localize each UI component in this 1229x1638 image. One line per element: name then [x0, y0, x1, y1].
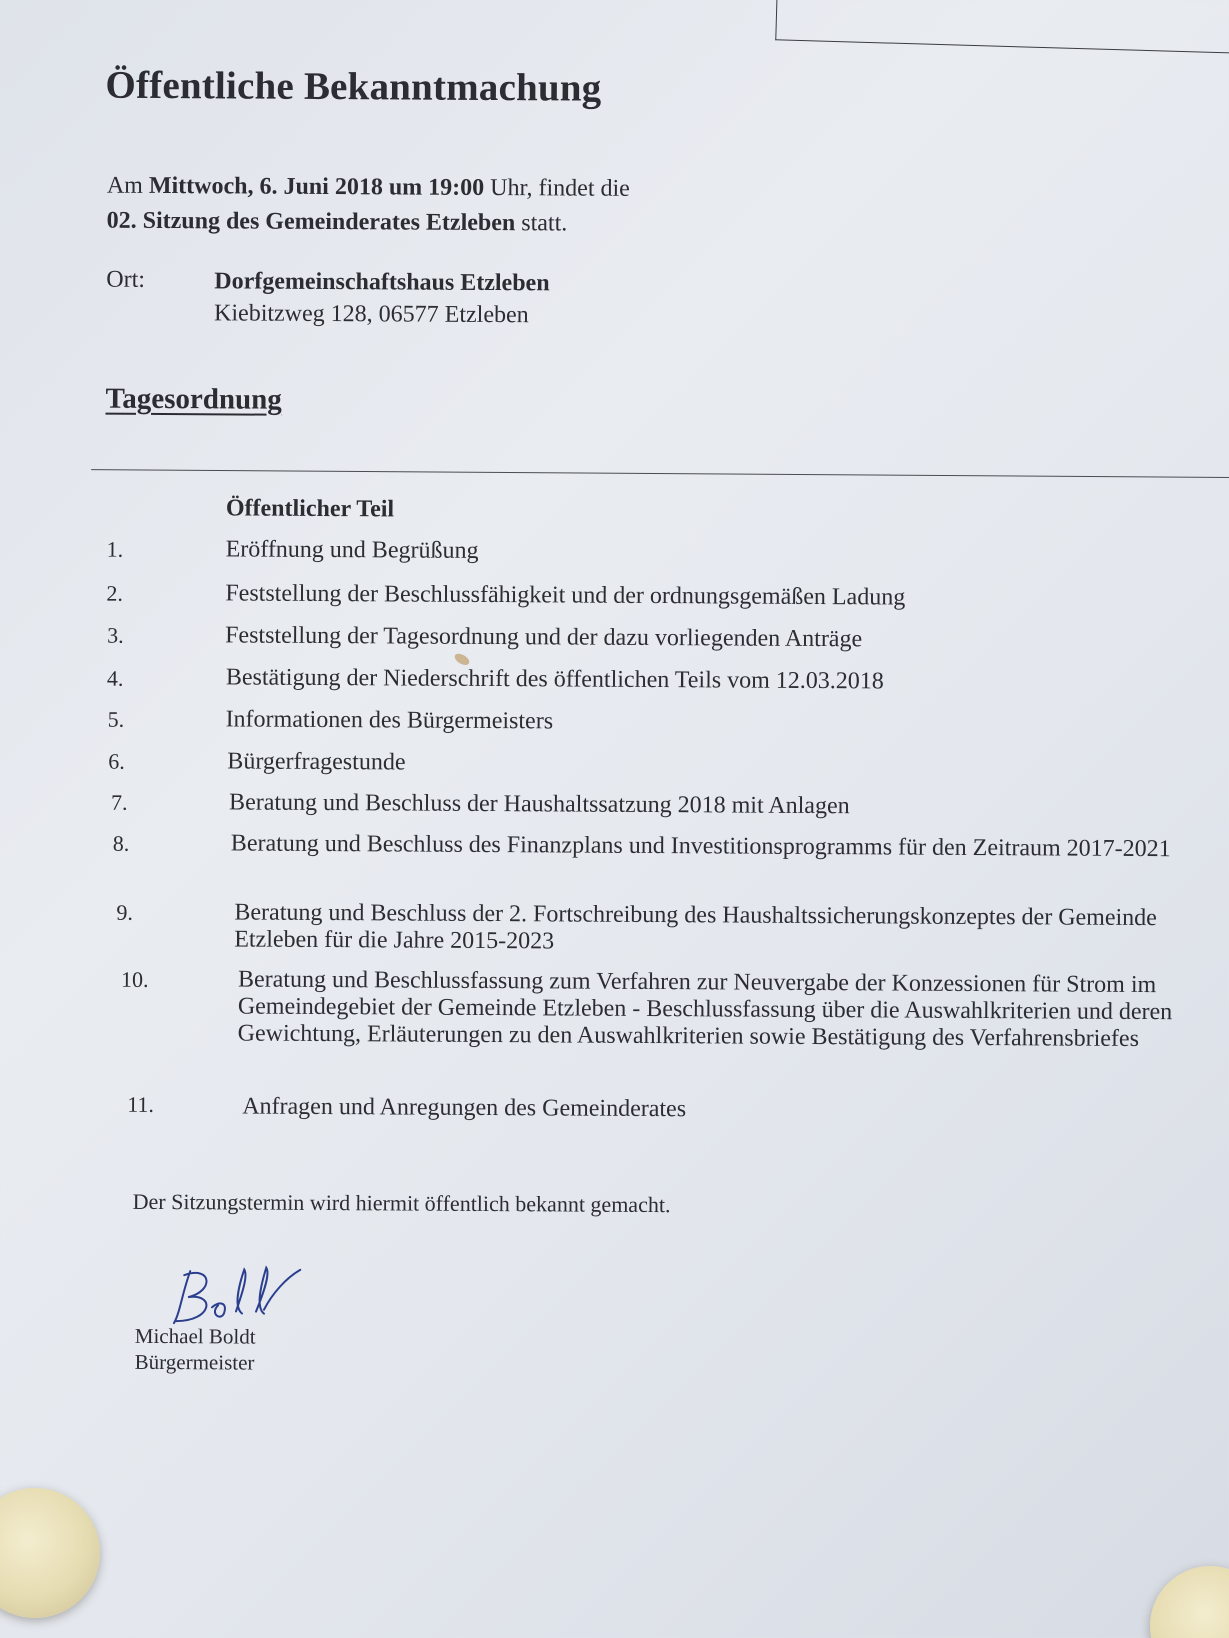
agenda-item-number: 6.: [108, 748, 125, 774]
agenda-item-number: 2.: [106, 580, 123, 606]
agenda-item-text: Beratung und Beschluss der Haushaltssatzung 2018 mit Anlagen: [229, 789, 850, 820]
location-label: Ort:: [106, 266, 146, 293]
agenda-item-text: Feststellung der Tagesordnung und der dazu vorliegenden Anträge: [225, 622, 863, 653]
agenda-heading: Tagesordnung: [105, 382, 282, 416]
closing-statement: Der Sitzungstermin wird hiermit öffentlich bekannt gemacht.: [132, 1188, 671, 1218]
agenda-item-number: 9.: [116, 899, 134, 925]
agenda-item-number: 3.: [107, 622, 124, 648]
agenda-item-number: 5.: [107, 706, 125, 732]
location-address: Kiebitzweg 128, 06577 Etzleben: [214, 300, 529, 329]
agenda-item-text: Bestätigung der Niederschrift des öffentlichen Teils vom 12.03.2018: [225, 664, 884, 695]
signer-role: Bürgermeister: [134, 1349, 255, 1375]
agenda-item-number: 7.: [111, 789, 128, 815]
agenda-item-text: Anfragen und Anregungen des Gemeinderates: [242, 1093, 687, 1123]
agenda-item-number: 11.: [127, 1091, 155, 1117]
agenda-item-number: 8.: [112, 830, 130, 856]
agenda-item-text: Informationen des Bürgermeisters: [225, 706, 554, 735]
agenda-section-title: Öffentlicher Teil: [225, 495, 395, 523]
signature-stroke: [174, 1267, 300, 1324]
agenda-item-text: Beratung und Beschluss der 2. Fortschreibung des Haushaltssicherungskonzeptes der Gemeinde Etzleben für die Jahre 2015-2023: [234, 899, 1157, 955]
intro-line-1-suffix: Uhr, findet die: [484, 174, 630, 202]
agenda-item-text: Beratung und Beschlussfassung zum Verfahren zur Neuvergabe der Konzessionen für Strom im Gemeindegebiet der Gemeinde Etzleben - Beschlussfassung über die Auswahlkriterien und deren Gewichtung, Erläuterungen zu den Auswahlkriterien sowie Bestätigung des Verfahrensbriefes: [237, 966, 1173, 1052]
agenda-item-text: Bürgerfragestunde: [227, 748, 406, 776]
agenda-item-text: Beratung und Beschluss des Finanzplans und Investitionsprogramms für den Zeitraum 2017-2021: [230, 830, 1171, 863]
agenda-item-number: 1.: [106, 536, 124, 562]
meeting-name: 02. Sitzung des Gemeinderates Etzleben: [106, 207, 516, 237]
location-place: Dorfgemeinschaftshaus Etzleben: [214, 268, 550, 297]
notice-title: Öffentliche Bekanntmachung: [105, 63, 602, 110]
intro-line-2-suffix: statt.: [515, 210, 568, 237]
intro-line-1-prefix: Am: [106, 172, 149, 199]
signer-block: [135, 1323, 256, 1376]
meeting-date-time: Mittwoch, 6. Juni 2018 um 19:00: [148, 172, 485, 201]
agenda-item-number: 4.: [106, 665, 124, 691]
signer-name: Michael Boldt: [134, 1323, 256, 1349]
agenda-item-number: 10.: [120, 966, 149, 992]
agenda-item-text: Feststellung der Beschlussfähigkeit und der ordnungsgemäßen Ladung: [225, 580, 906, 611]
agenda-item-text: Eröffnung und Begrüßung: [225, 536, 479, 564]
